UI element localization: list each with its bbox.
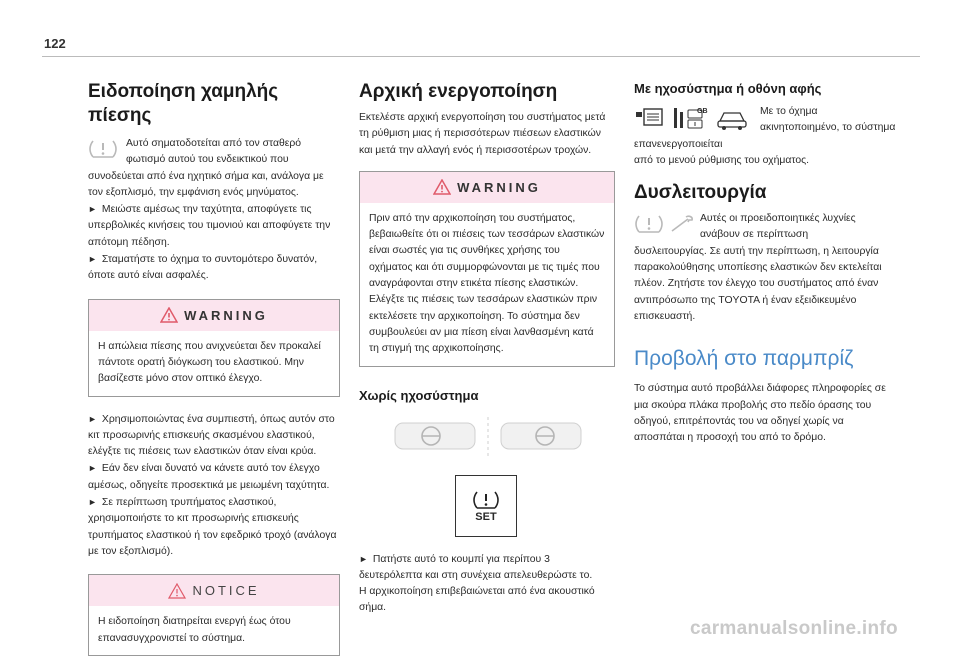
hud-title: Προβολή στο παρμπρίζ xyxy=(634,347,854,371)
notice-text: Η ειδοποίηση διατηρείται ενεργή έως ότου επανασυγχρονιστεί το σύστημα. xyxy=(98,616,291,644)
malfunction-icons xyxy=(634,211,700,241)
warning-header xyxy=(360,172,614,203)
hud-text: Το σύστημα αυτό προβάλλει διάφορες πληροφορίες σε μια σκούρα πλάκα προβολής στο πεδίο όρασης του οδηγού, επιτρέποντάς του να οδηγεί χωρίς να αποσπάται η προσοχή του από το δρόμο. xyxy=(634,383,886,444)
touchscreen-menu-icon xyxy=(636,109,662,125)
bullet-item: ► Πατήστε αυτό το κουμπί για περίπου 3 δευτερόλεπτα και στη συνέχεια απελευθερώστε το. xyxy=(359,553,593,581)
bullet-item: ► Μειώστε αμέσως την ταχύτητα, αποφύγετε τις υπερβολικές κινήσεις του τιμονιού και αποφύγετε την απότομη πέδηση. xyxy=(88,204,331,248)
tyre-pressure-icon xyxy=(88,136,122,166)
intro-top-text: Αυτό σηματοδοτείται από τον σταθερό φωτισμό αυτού του ενδεικτικού που xyxy=(126,138,302,166)
bullet-item: ► Σταματήστε το όχημα το συντομότερο δυνατόν, όποτε αυτό είναι ασφαλές. xyxy=(88,254,318,282)
warning-box xyxy=(359,171,615,367)
malfunction-top: Αυτές οι προειδοποιητικές λυχνίες ανάβουν σε περίπτωση xyxy=(700,213,856,241)
arrow-icon: ► xyxy=(88,497,97,508)
malfunction-rest: δυσλειτουργίας. Σε αυτή την περίπτωση, η λειτουργία παρακολούθησης υποπίεσης ελαστικών δεν εκτελείται πλέον. Ζητήστε τον έλεγχο του συστήματος από έναν αντιπρόσωπο της TOYOTA ή έναν εξειδικευμένο επισκευαστή. xyxy=(634,245,882,322)
notice-header xyxy=(89,575,339,606)
bullet-item: ► Εάν δεν είναι δυνατό να κάνετε αυτό τον έλεγχο αμέσως, οδηγείτε προσεκτικά με μειωμένη ταχύτητα. xyxy=(88,463,330,491)
malfunction-text xyxy=(634,211,896,325)
watermark: carmanualsonline.info xyxy=(690,618,898,639)
car-icon xyxy=(718,113,746,130)
audio-intro-top: Με το όχημα ακινητοποιημένο, το σύστημα επανενεργοποιείται xyxy=(634,106,896,150)
audio-intro-rest: από το μενού ρύθμισης του οχήματος. xyxy=(634,154,810,166)
audio-subtitle: Με ηχοσύστημα ή οθόνη αφής xyxy=(634,81,822,96)
no-audio-subtitle: Χωρίς ηχοσύστημα xyxy=(359,387,479,403)
warning-text: Η απώλεια πίεσης που ανιχνεύεται δεν προκαλεί πάντοτε ορατή διόγκωση του ελαστικού. Μην βασίζεστε μόνο στον οπτικό έλεγχο. xyxy=(98,340,321,385)
audio-intro xyxy=(634,104,896,169)
warning-label: WARNING xyxy=(457,179,541,195)
warning-box xyxy=(88,299,340,397)
confirmation-text: Η αρχικοποίηση επιβεβαιώνεται από ένα ακουστικό σήμα. xyxy=(359,586,595,614)
notice-triangle-icon xyxy=(168,583,186,599)
dashboard-steering-wheel-icon xyxy=(359,413,615,465)
arrow-icon: ► xyxy=(88,254,97,265)
page-number: 122 xyxy=(44,36,66,51)
column-initialisation xyxy=(359,80,615,617)
wrench-icon xyxy=(672,216,692,231)
initialisation-title: Αρχική ενεργοποίηση xyxy=(359,81,558,102)
initialisation-intro: Εκτελέστε αρχική ενεργοποίηση του συστήματος μετά τη ρύθμιση μιας ή περισσότερων πιέσεων ελαστικών και μετά την αλλαγή ενός ή περισσοτέρων τροχών. xyxy=(359,112,606,156)
column-low-pressure xyxy=(88,80,340,656)
low-pressure-title: Ειδοποίηση χαμηλής πίεσης xyxy=(88,81,279,126)
column-audio xyxy=(634,80,896,446)
tyre-pressure-icon xyxy=(472,489,500,511)
warning-header xyxy=(89,300,339,331)
arrow-icon: ► xyxy=(88,463,97,474)
warning-triangle-icon xyxy=(160,307,178,323)
intro-rest-text: συνοδεύεται από ένα ηχητικό σήμα και, ανάλογα με τον εξοπλισμό, την εμφάνιση ενός μηνύματος. xyxy=(88,170,324,198)
bullet-item: ► Χρησιμοποιώντας ένα συμπιεστή, όπως αυτόν στο κιτ προσωρινής επισκευής σκασμένου ελαστικού, ελέγξτε τις πιέσεις των ελαστικών όταν είναι κρύα. xyxy=(88,413,335,458)
set-label: SET xyxy=(475,510,497,523)
warning-triangle-icon xyxy=(433,179,451,195)
notice-box xyxy=(88,574,340,656)
low-pressure-intro xyxy=(88,136,340,285)
notice-label: NOTICE xyxy=(192,583,260,599)
warning-text: Πριν από την αρχικοποίηση του συστήματος, βεβαιωθείτε ότι οι πιέσεις των τεσσάρων ελαστικών είναι σωστές για τις συνθήκες χρήσης του οχήματος και ότι συμμορφώνονται με τις τιμές που αναγράφονται στην ετικέτα πίεσης ελαστικών. Ελέγξτε τις πιέσεις των τεσσάρων ελαστικών πριν εκτελέσετε την αρχικοποίηση. Το σύστημα δεν συμβουλεύει αν μια πίεση είναι λανθασμένη κατά τη στιγμή της αρχικοποίησης. xyxy=(369,212,605,355)
malfunction-title: Δυσλειτουργία xyxy=(634,182,767,204)
arrow-icon: ► xyxy=(359,553,368,564)
gb-badge: GB xyxy=(697,108,708,115)
set-button[interactable] xyxy=(455,475,517,537)
arrow-icon: ► xyxy=(88,204,97,215)
bullet-item: ► Σε περίπτωση τρυπήματος ελαστικού, χρησιμοποιήστε το κιτ προσωρινής επισκευής τρυπήματος ελαστικού ή τον εφεδρικό τροχό (ανάλογα με τον εξοπλισμό). xyxy=(88,497,337,557)
warning-label: WARNING xyxy=(184,307,268,323)
steering-illustration xyxy=(359,413,615,465)
arrow-icon: ► xyxy=(88,413,97,424)
top-rule xyxy=(42,56,920,57)
tyre-pressure-icon xyxy=(636,216,662,232)
